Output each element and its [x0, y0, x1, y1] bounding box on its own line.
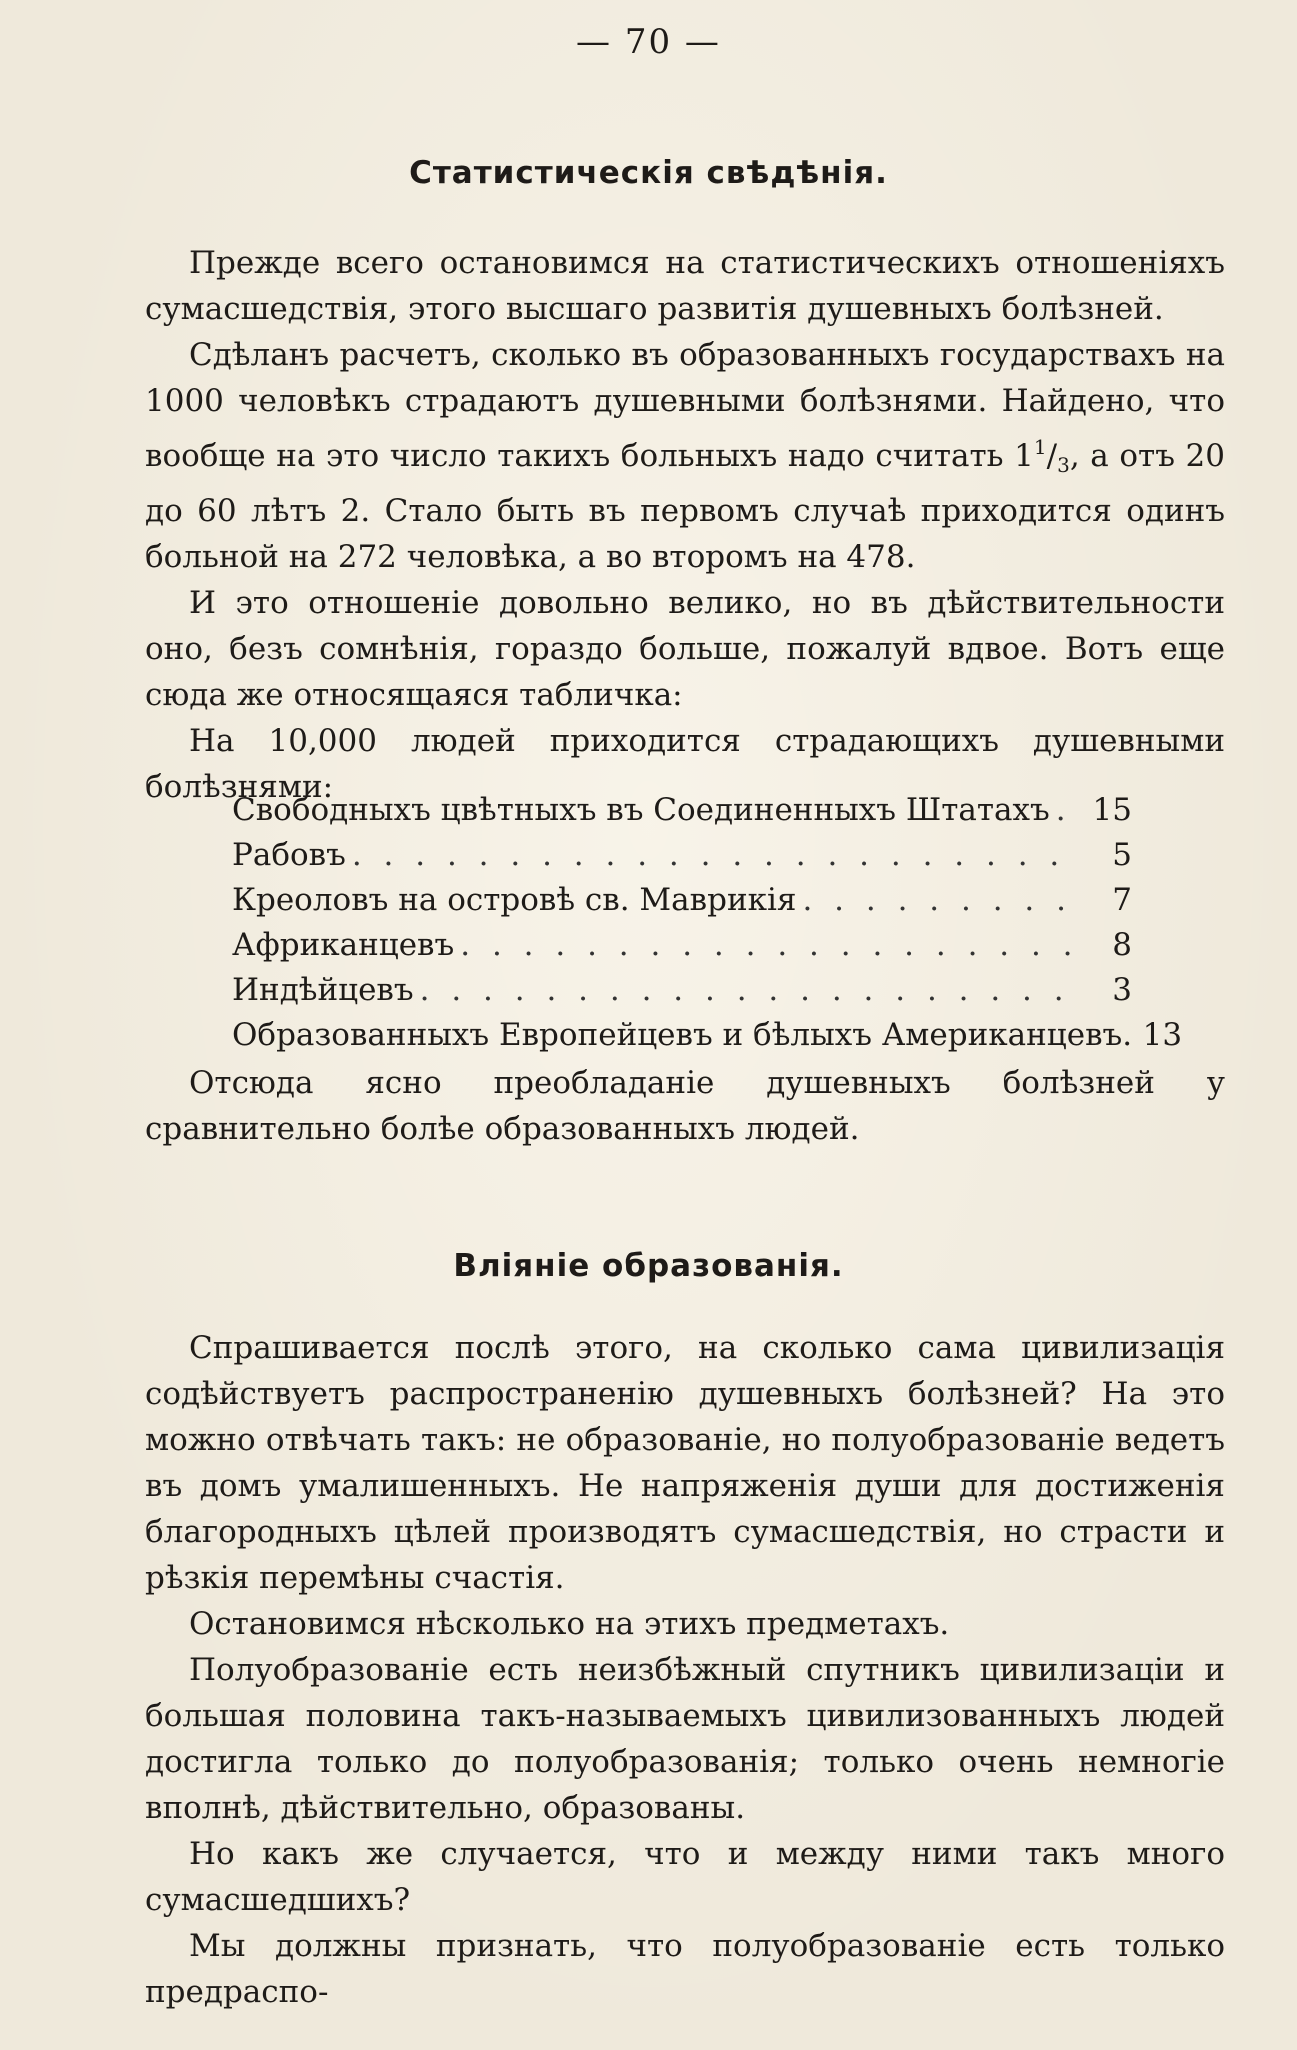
table-row-label: Креоловъ на островѣ св. Маврикія — [232, 882, 797, 918]
statistics-table — [232, 788, 1183, 1058]
paragraph: Спрашивается послѣ этого, на сколько сама цивилизація содѣйствуетъ распространенію душевныхъ болѣзней? На это можно отвѣчать такъ: не образованіе, но полуобразованіе ведетъ въ домъ умалишенныхъ. Не напряженія души для достиженія благородныхъ цѣлей производятъ сумасшедствія, но страсти и рѣзкія перемѣны счастія. — [145, 1330, 1225, 1596]
paragraph: Но какъ же случается, что и между ними такъ много сумасшедшихъ? — [145, 1836, 1225, 1918]
paragraph: На 10,000 людей приходится страдающихъ душевными болѣзнями: — [145, 723, 1225, 805]
table-row-value: 5 — [1112, 837, 1132, 873]
table-row — [232, 833, 1132, 878]
section-heading-education: Вліяніе образованія. — [453, 1248, 844, 1284]
table-row-value: 3 — [1112, 972, 1132, 1008]
table-row-label: Африканцевъ — [232, 927, 455, 963]
table-row — [232, 923, 1132, 968]
table-row — [232, 968, 1132, 1013]
paragraph: Отсюда ясно преобладаніе душевныхъ болѣзней у сравнительно болѣе образованныхъ людей. — [145, 1065, 1225, 1147]
leader-dots — [352, 833, 1076, 878]
table-row-value: 8 — [1112, 927, 1132, 963]
table-row-value: 15 — [1092, 792, 1132, 828]
fraction-numerator: 1 — [1033, 435, 1047, 459]
leader-dots — [1056, 788, 1076, 833]
paragraph: Полуобразованіе есть неизбѣжный спутникъ цивилизаціи и большая половина такъ-называемыхъ цивилизованныхъ людей достигла только до полуобразованія; только очень немногіе вполнѣ, дѣйствительно, образованы. — [145, 1652, 1225, 1826]
paragraph: Сдѣланъ расчетъ, сколько въ образованныхъ государствахъ на 1000 человѣкъ страдаютъ душевными болѣзнями. Найдено, что вообще на это число такихъ больныхъ надо считать $1^1/_3$, а отъ 20 до 60 лѣтъ 2. Стало быть въ первомъ случаѣ приходится одинъ больной на 272 человѣка, а во второмъ на 478. — [145, 337, 1225, 575]
table-row — [232, 878, 1132, 923]
leader-dots — [420, 968, 1076, 1013]
paragraph: Остановимся нѣсколько на этихъ предметахъ. — [189, 1606, 950, 1642]
table-row — [232, 1013, 1183, 1058]
table-row-label: Индѣйцевъ — [232, 972, 414, 1008]
section-body-statistics — [145, 240, 1225, 810]
table-row-value: 13 — [1142, 1017, 1183, 1053]
paragraph: Мы должны признать, что полуобразованіе есть только предраспо- — [145, 1928, 1225, 2010]
paragraph: И это отношеніе довольно велико, но въ дѣйствительности оно, безъ сомнѣнія, гораздо больше, пожалуй вдвое. Вотъ еще сюда же относящаяся табличка: — [145, 585, 1225, 713]
table-row-label: Свободныхъ цвѣтныхъ въ Соединенныхъ Штатахъ — [232, 792, 1050, 828]
paragraph: Прежде всего остановимся на статистическихъ отношеніяхъ сумасшедствія, этого высшаго развитія душевныхъ болѣзней. — [145, 245, 1225, 327]
leader-dots — [460, 923, 1076, 968]
table-row-value: 7 — [1112, 882, 1132, 918]
section-heading-statistics: Статистическія свѣдѣнія. — [409, 155, 888, 191]
section-body-education — [145, 1325, 1225, 2015]
fraction-denominator: 3 — [1057, 453, 1070, 477]
table-row — [232, 788, 1132, 833]
table-row-label: Образованныхъ Европейцевъ и бѣлыхъ Американцевъ. — [232, 1017, 1133, 1053]
section-conclusion — [145, 1060, 1225, 1152]
page-number: — 70 — — [576, 22, 721, 62]
table-row-label: Рабовъ — [232, 837, 346, 873]
paragraph-text: Сдѣланъ расчетъ, сколько въ образованныхъ государствахъ на 1000 человѣкъ страдаютъ душевными болѣзнями. Найдено, что вообще на это число такихъ больныхъ надо считать 1 — [145, 337, 1225, 474]
paragraph-text: , а отъ 20 до 60 лѣтъ 2. Стало быть въ первомъ случаѣ приходится одинъ больной на 272 человѣка, а во второмъ на 478. — [145, 438, 1225, 575]
leader-dots — [802, 878, 1076, 923]
